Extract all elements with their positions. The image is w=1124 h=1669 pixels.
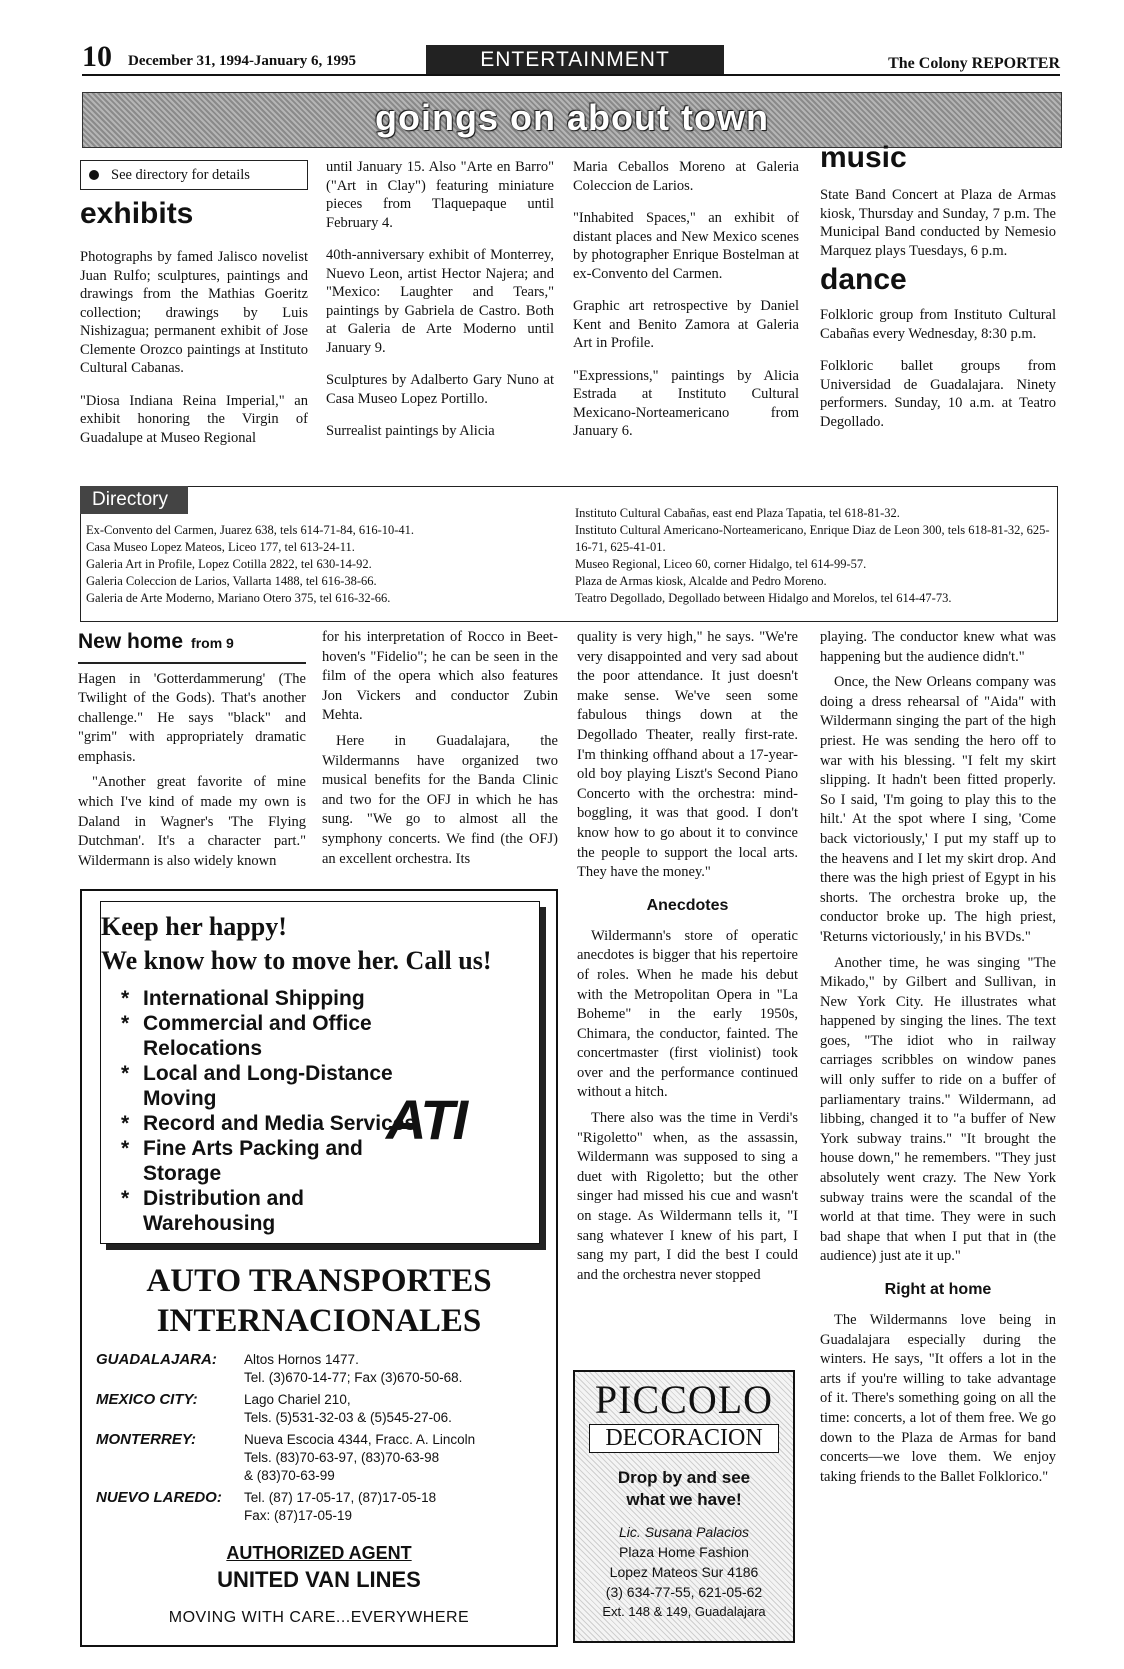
section-label-text: ENTERTAINMENT bbox=[480, 48, 670, 71]
ati-office-nuevo-laredo bbox=[96, 1489, 546, 1525]
subhead-anecdotes: Anecdotes bbox=[646, 896, 729, 914]
directory-entry: Galeria Coleccion de Larios, Vallarta 1488, tel 616-38-66. bbox=[86, 574, 377, 588]
ati-advertisement bbox=[80, 889, 558, 1647]
piccolo-advertisement bbox=[573, 1370, 795, 1643]
headline-rule bbox=[78, 662, 306, 664]
exhibit-paragraph: Graphic art retrospective by Daniel Kent and Benito Zamora at Galeria Art in Profile. bbox=[573, 298, 799, 351]
office-line: Tel. (3)670-14-77; Fax (3)670-50-68. bbox=[244, 1370, 463, 1385]
ati-company-line-1: AUTO TRANSPORTES bbox=[146, 1263, 492, 1299]
header-rule bbox=[82, 74, 1060, 76]
ati-tagline: MOVING WITH CARE...EVERYWHERE bbox=[168, 1609, 470, 1626]
article-paragraph: Wildermann's store of operatic anecdotes is bigger that his repertoire of roles. When he made his debut with the Metropolitan Opera in "La Boheme" in the early 1950s, Chimara, the conductor, fainted. The concertmaster (first violinist) took over and the performance continued without a hitch. bbox=[577, 927, 798, 1101]
exhibit-paragraph: Maria Ceballos Moreno at Galeria Coleccion de Larios. bbox=[573, 159, 799, 194]
exhibit-paragraph: Sculptures by Adalberto Gary Nuno at Casa Museo Lopez Portillo. bbox=[326, 372, 554, 407]
ati-service-item: * Commercial and Office Relocations bbox=[121, 1012, 372, 1060]
publication-name: The Colony REPORTER bbox=[888, 55, 1060, 72]
article-col-3 bbox=[577, 628, 798, 1291]
ati-service-item: * Local and Long-Distance Moving bbox=[121, 1062, 393, 1110]
directory-entry: Teatro Degollado, Degollado between Hidalgo and Morelos, tel 614-47-73. bbox=[575, 591, 952, 605]
article-col-4 bbox=[820, 628, 1056, 1493]
directory-entry: Museo Regional, Liceo 60, corner Hidalgo, tel 614-99-57. bbox=[575, 557, 867, 571]
ati-services-list bbox=[121, 986, 421, 1236]
page-number: 10 bbox=[82, 40, 112, 73]
article-col-2 bbox=[322, 628, 558, 875]
office-line: Fax: (87)17-05-19 bbox=[244, 1508, 353, 1523]
directory-entry bbox=[575, 522, 1055, 556]
directory-entry: Galeria Art in Profile, Lopez Cotilla 2822, tel 630-14-92. bbox=[86, 557, 372, 571]
section-label bbox=[426, 45, 724, 75]
banner-title: goings on about town bbox=[375, 97, 769, 138]
exhibit-paragraph: 40th-anniversary exhibit of Monterrey, Nuevo Leon, artist Hector Najera; and "Mexico: Laughter and Tears," paintings by Gabriela de Castro. Both at Galeria de Arte Moderno until January 9. bbox=[326, 247, 554, 356]
directory-entry: Casa Museo Lopez Mateos, Liceo 177, tel 613-24-11. bbox=[86, 540, 355, 554]
office-line: Tel. (87) 17-05-17, (87)17-05-18 bbox=[244, 1490, 437, 1505]
piccolo-name-2: DECORACION bbox=[589, 1424, 779, 1453]
dance-item: Folkloric group from Instituto Cultural Cabañas every Wednesday, 8:30 p.m. bbox=[820, 307, 1056, 342]
goings-on-banner bbox=[82, 92, 1062, 148]
music-dance-col bbox=[820, 142, 1056, 445]
article-col-1 bbox=[78, 630, 306, 877]
article-paragraph: playing. The conductor knew what was happening but the audience didn't." bbox=[820, 629, 1056, 665]
ati-logo: ATI bbox=[386, 1088, 467, 1151]
office-city: GUADALAJARA: bbox=[96, 1351, 217, 1368]
bullet-icon bbox=[89, 170, 99, 180]
issue-date: December 31, 1994-January 6, 1995 bbox=[128, 53, 357, 69]
exhibit-paragraph: Photographs by famed Jalisco novelist Juan Rulfo; sculptures, paintings and drawings from the Mathias Goeritz collection; drawings by Luis Nishizagua; permanent exhibit of Jose Clemente Orozco paintings at Instituto Cultural Cabanas. bbox=[80, 249, 308, 376]
article-paragraph: "Another great favorite of mine which I've kind of made my own is Daland in Wagner's 'The Flying Dutchman'. It's a character part." Wildermann is also widely known bbox=[78, 774, 306, 869]
piccolo-location: Plaza Home Fashion bbox=[619, 1544, 749, 1560]
music-text: State Band Concert at Plaza de Armas kiosk, Thursday and Sunday, 7 p.m. The Municipal Band conducted by Nemesio Marquez plays Tuesdays, 6 p.m. bbox=[820, 187, 1056, 259]
article-paragraph: Once, the New Orleans company was doing a dress rehearsal of "Aida" with Wildermann singing the part of the high priest. He was sending the hero off to war with his blessing. "I felt my skirt slipping. It hadn't been fitted properly. So I said, 'I'm going to play this to the hilt.' At the spot where I sing, 'Come back victoriously,' I put my staff up to the heavens and I let my skirt drop. And there was the high priest of Egypt in his shorts. The orchestra broke up, the conductor broke up. The high priest, 'Returns victoriously,' in his BVDs." bbox=[820, 674, 1056, 945]
exhibit-paragraph: "Expressions," paintings by Alicia Estrada at Instituto Cultural Mexicano-Norteamericano from January 6. bbox=[573, 367, 799, 439]
exhibit-paragraph: Surrealist paintings by Alicia bbox=[326, 423, 495, 439]
ati-service-item: * Record and Media Services bbox=[121, 1112, 417, 1135]
article-paragraph: Hagen in 'Gotterdammerung' (The Twilight of the Gods). That's another challenge." He says "black" and "grim" with appropriately dramatic emphasis. bbox=[78, 670, 306, 765]
ati-headline-1: Keep her happy! bbox=[101, 912, 287, 941]
directory-note-text: See directory for details bbox=[111, 166, 250, 183]
office-line: Tels. (83)70-63-97, (83)70-63-98 bbox=[244, 1450, 440, 1465]
directory-entry: Instituto Cultural Cabañas, east end Plaza Tapatia, tel 618-81-32. bbox=[575, 506, 900, 520]
article-paragraph: There also was the time in Verdi's "Rigoletto" when, as the assassin, Wildermann was supposed to sing a duet with Rigoletto; but the other singer had missed his cue and wasn't on stage. As Wildermann tells it, "I sang whatever I knew of his part, I sang my part, I did the best I could and the orchestra never stopped bbox=[577, 1110, 798, 1283]
exhibit-paragraph: "Inhabited Spaces," an exhibit of distant places and New Mexico scenes by photographer Enrique Bostelman at ex-Convento del Carmen. bbox=[573, 210, 799, 282]
exhibit-paragraph: "Diosa Indiana Reina Imperial," an exhibit honoring the Virgin of Guadalupe at Museo Regional bbox=[80, 392, 308, 446]
office-line: Nueva Escocia 4344, Fracc. A. Lincoln bbox=[244, 1432, 476, 1447]
office-line: Lago Chariel 210, bbox=[244, 1392, 351, 1407]
article-paragraph: Another time, he was singing "The Mikado," by Gilbert and Sullivan, in New York City. He illustrates what happened by singing the lines. The text goes, "The idiot who in railway carriages scribbles on window panes will only suffer to ride on a buffer of parliamentary trains." Wildermann, ad libbing, changed it to "a buffer of New York subway trains." "It brought the house down," he remembers. "They just absolutely went crazy. The New York subway trains were the scandal of the world at that time. They were in such bad shape that when I put that in (the audience) just ate it up." bbox=[820, 954, 1056, 1265]
exhibits-col-1 bbox=[80, 160, 308, 461]
piccolo-name-1: PICCOLO bbox=[594, 1377, 774, 1422]
ati-agent-name: UNITED VAN LINES bbox=[217, 1567, 421, 1592]
article-headline bbox=[78, 630, 306, 654]
ati-agent-label: AUTHORIZED AGENT bbox=[226, 1543, 412, 1563]
piccolo-tagline-2: what we have! bbox=[626, 1490, 742, 1509]
office-city: MEXICO CITY: bbox=[96, 1391, 198, 1408]
directory-note bbox=[80, 160, 308, 190]
piccolo-contact: Lic. Susana Palacios bbox=[619, 1524, 749, 1540]
office-line: Tels. (5)531-32-03 & (5)545-27-06. bbox=[244, 1410, 452, 1425]
piccolo-phone: (3) 634-77-55, 621-05-62 bbox=[605, 1584, 763, 1600]
article-paragraph: for his interpretation of Rocco in Beet-hoven's "Fidelio"; he can be seen in the film of the opera which also features Jon Vickers and conductor Zubin Mehta. bbox=[322, 629, 558, 724]
exhibits-heading: exhibits bbox=[80, 197, 194, 230]
office-city: MONTERREY: bbox=[96, 1431, 197, 1448]
subhead-right-at-home: Right at home bbox=[884, 1281, 992, 1298]
exhibit-paragraph: until January 15. Also "Arte en Barro" ("Art in Clay") featuring miniature pieces from Tlaquepaque until February 4. bbox=[326, 159, 554, 231]
ati-service-item: * Distribution and Warehousing bbox=[121, 1187, 304, 1235]
exhibits-col-2 bbox=[326, 158, 554, 455]
exhibits-col-3 bbox=[573, 158, 799, 455]
piccolo-ext: Ext. 148 & 149, Guadalajara bbox=[602, 1604, 766, 1619]
dance-item: Folkloric ballet groups from Universidad de Guadalajara. Ninety performers. Sunday, 10 a.m. at Teatro Degollado. bbox=[820, 358, 1056, 430]
piccolo-tagline-1: Drop by and see bbox=[617, 1468, 751, 1487]
article-paragraph: quality is very high," he says. "We're very disappointed and very sad about the poor attendance. It just doesn't make sense. We've seen some fabulous things down at the Degollado Theater, really first-rate. I'm thinking offhand about a 17-year-old boy playing Liszt's Second Piano Concerto with the orchestra: mind-boggling, it was that good. I don't know how to go about it to convince the people to support the local arts. They have the money." bbox=[577, 629, 798, 881]
directory-entry-text: Instituto Cultural Americano-Norteamericano, Enrique Diaz de Leon 300, tels 618-81-32, 625-16-71, 625-41-01. bbox=[575, 523, 1050, 554]
ati-service-item: * International Shipping bbox=[121, 987, 365, 1010]
office-city: NUEVO LAREDO: bbox=[96, 1489, 222, 1506]
headline-jump: from 9 bbox=[191, 635, 234, 651]
directory-entry: Plaza de Armas kiosk, Alcalde and Pedro Moreno. bbox=[575, 574, 827, 588]
article-paragraph: The Wildermanns love being in Guadalajara especially during the winters. He says, "It offers a lot in the arts if you're willing to take advantage of it. There's something going on all the time: concerts, a lot of them free. We go down to the Plaza de Armas for band concerts—we love them. We enjoy taking friends to the Ballet Folklorico." bbox=[820, 1312, 1056, 1485]
ati-headline-2: We know how to move her. Call us! bbox=[101, 946, 492, 975]
dance-heading: dance bbox=[820, 263, 907, 296]
ati-office-guadalajara bbox=[96, 1351, 546, 1387]
directory-entry: Ex-Convento del Carmen, Juarez 638, tels 614-71-84, 616-10-41. bbox=[86, 523, 415, 537]
article-paragraph: Here in Guadalajara, the Wildermanns have organized two musical benefits for the Banda Clinic and two for the OFJ in which he has sung. "We go to almost all the symphony concerts. We find (the OFJ) an excellent orchestra. Its bbox=[322, 732, 558, 867]
directory-entry: Galeria de Arte Moderno, Mariano Otero 375, tel 616-32-66. bbox=[86, 591, 391, 605]
office-line: Altos Hornos 1477. bbox=[244, 1352, 359, 1367]
music-heading: music bbox=[820, 141, 907, 174]
ati-office-mexico-city bbox=[96, 1391, 546, 1427]
directory-left bbox=[86, 522, 566, 607]
headline-text: New home bbox=[78, 630, 184, 653]
ati-company-line-2: INTERNACIONALES bbox=[156, 1303, 482, 1339]
ati-service-item: * Fine Arts Packing and Storage bbox=[121, 1137, 363, 1185]
ati-office-monterrey bbox=[96, 1431, 546, 1485]
ati-inner-box bbox=[100, 901, 540, 1244]
piccolo-address: Lopez Mateos Sur 4186 bbox=[609, 1564, 759, 1580]
directory-right bbox=[575, 505, 1055, 607]
office-line: & (83)70-63-99 bbox=[244, 1468, 335, 1483]
directory-tab: Directory bbox=[80, 486, 188, 514]
